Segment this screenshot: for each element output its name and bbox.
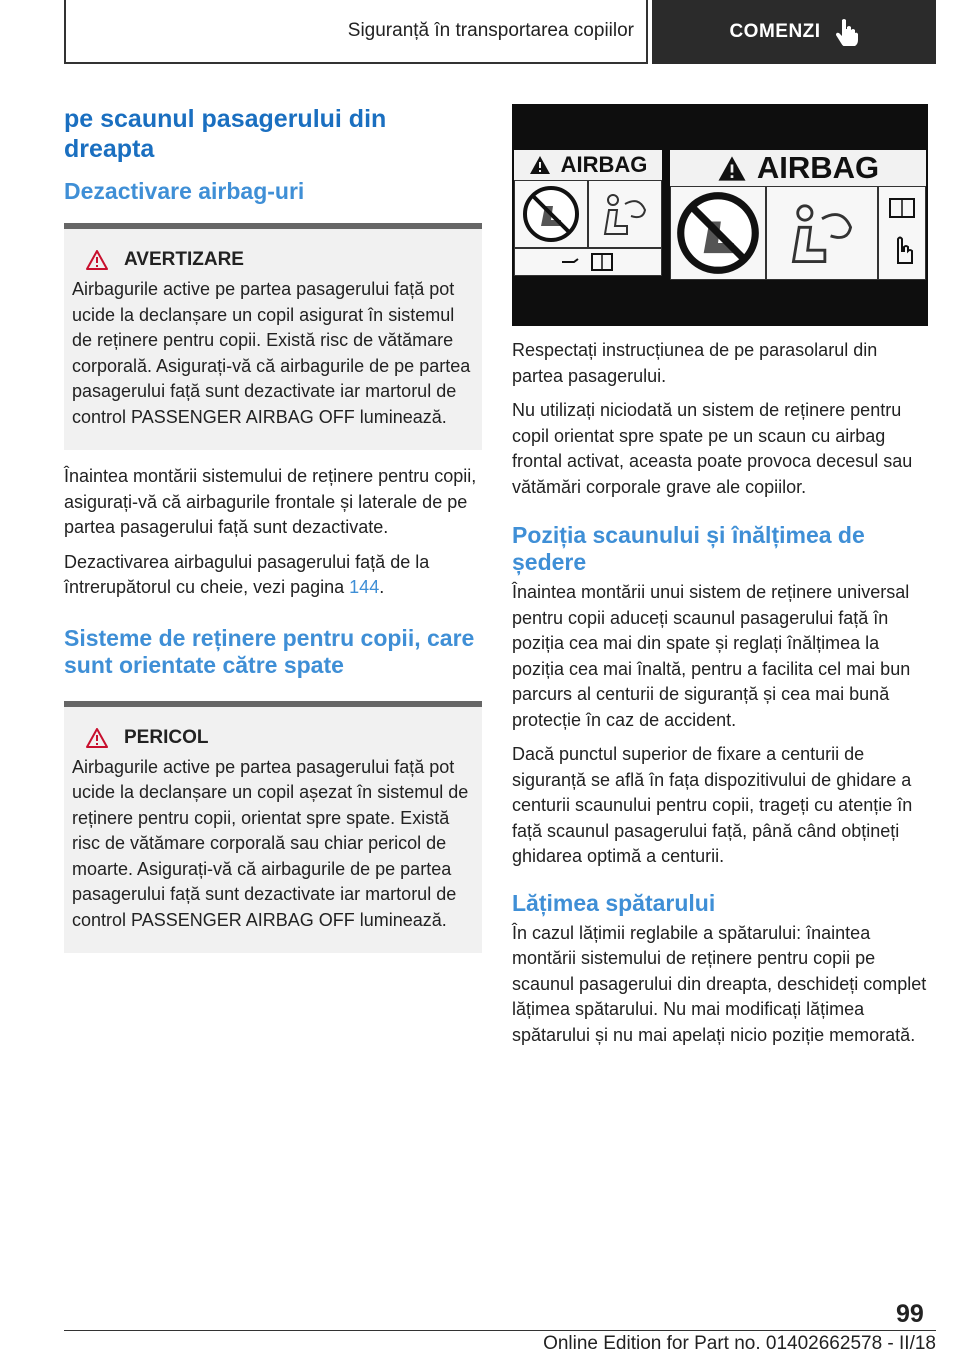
- danger-text: Airbagurile active pe partea pasagerului față pot ucide la declanșare un copil așezat în sistemul de reținere pentru copii, orientat spre spate. Există risc de vătămare corporală sau chiar pericol de moarte. Asigurați-vă că airbagurile de pe partea pasagerului față sunt dezactivate iar martorul de control PASSENGER AIRBAG OFF luminează.: [72, 756, 469, 930]
- footer-divider: [64, 1330, 936, 1331]
- page-link[interactable]: 144: [349, 577, 380, 597]
- no-child-seat-icon: [670, 186, 766, 280]
- paragraph-with-link: [64, 550, 482, 601]
- warning-box: [64, 223, 482, 450]
- danger-box: [64, 701, 482, 954]
- warning-triangle-icon: [86, 250, 108, 270]
- subheading-rear-facing: Sisteme de reținere pentru copii, care sunt orientate către spate: [64, 624, 475, 678]
- airbag-deploy-icon: [588, 180, 662, 248]
- section-tab[interactable]: [652, 0, 936, 64]
- warning-title-text: AVERTIZARE: [124, 249, 244, 270]
- subheading-backrest-width: Lățimea spătarului: [512, 889, 716, 916]
- airbag-label-small: [514, 150, 662, 276]
- airbag-label-small-info: [514, 248, 662, 276]
- danger-title-text: PERICOL: [124, 726, 209, 748]
- danger-title: [72, 727, 474, 749]
- subheading-seat-position: Poziția scaunului și înălțimea de ședere: [512, 522, 865, 575]
- manual-info-icon: [878, 186, 926, 280]
- subheading-airbag-deactivation: Dezactivare airbag-uri: [64, 178, 305, 204]
- airbag-label-large: [670, 150, 926, 280]
- paragraph: Nu utilizați niciodată un sistem de reținere pentru copil orientat spre spate pe un scaun cu airbag frontal activat, aceasta poate provoca decesul sau vătămări corporale grave ale copiilor.: [512, 400, 913, 497]
- paragraph-text: Dezactivarea airbagului pasagerului față de la întrerupătorul cu cheie, vezi pagina: [64, 551, 430, 597]
- no-child-seat-icon: [514, 180, 588, 248]
- chapter-header: [64, 0, 648, 64]
- warning-title: [72, 249, 474, 271]
- chapter-title: Siguranță în transportarea copiilor: [347, 20, 634, 41]
- paragraph: Respectați instrucțiunea de pe parasolarul din partea pasagerului.: [512, 340, 878, 386]
- airbag-deploy-icon: [766, 186, 878, 280]
- paragraph-end: .: [379, 577, 385, 597]
- footer-edition: Online Edition for Part no. 01402662578 - II/18: [543, 1333, 936, 1354]
- warning-triangle-icon: [717, 155, 747, 182]
- section-tab-label: COMENZI: [729, 21, 821, 42]
- airbag-label-small-text: AIRBAG: [560, 152, 648, 177]
- airbag-label-figure: [512, 104, 928, 326]
- airbag-label-small-title: [514, 150, 662, 180]
- section-heading: pe scaunul pasagerului din dreapta: [64, 105, 387, 163]
- airbag-label-large-pictograms: [670, 186, 926, 280]
- paragraph: În cazul lățimii reglabile a spătarului: înaintea montării sistemului de reținere pentru copii pe scaunul pasagerului din dreapta, deschideți complet lățimea spătarului. Nu mai modificați lățimea spătarului și nu mai apelați nicio poziție memorată.: [512, 922, 927, 1045]
- pointing-hand-icon: [835, 18, 859, 46]
- paragraph: Dacă punctul superior de fixare a centurii de siguranță se află în fața dispozitivului de ghidare a centurii scaunului pentru copii, trageți cu atenție în față scaunul pasagerului față, până când obțineți ghidarea optimă a centurii.: [512, 744, 913, 866]
- page-number: 99: [896, 1300, 924, 1328]
- warning-text: Airbagurile active pe partea pasagerului față pot ucide la declanșare un copil asigurat în sistemul de reținere pentru copii. Există risc de vătămare corporală. Asigurați-vă că airbagurile de pe partea pasagerului față sunt dezactivate iar martorul de control PASSENGER AIRBAG OFF luminează.: [72, 279, 471, 427]
- warning-triangle-icon: [529, 155, 551, 175]
- airbag-label-large-title: [670, 150, 926, 186]
- left-column: [64, 104, 482, 953]
- airbag-label-large-text: AIRBAG: [756, 150, 880, 185]
- right-column: [512, 104, 928, 1048]
- airbag-label-small-pictograms: [514, 180, 662, 248]
- warning-triangle-icon: [86, 728, 108, 748]
- paragraph: Înaintea montării sistemului de reținere pentru copii, asigurați-vă că airbagurile frontale și laterale de pe partea pasagerului față sunt dezactivate.: [64, 466, 477, 537]
- paragraph: Înaintea montării unui sistem de reținere universal pentru copii aduceți scaunul pasagerului față în poziția cea mai din spate și reglați înălțimea la poziția cea mai înaltă, pentru a facilita cel mai bun parcurs al centurii de siguranță și cea mai bună protecție în caz de accident.: [512, 582, 911, 730]
- manual-info-icon: [514, 248, 662, 276]
